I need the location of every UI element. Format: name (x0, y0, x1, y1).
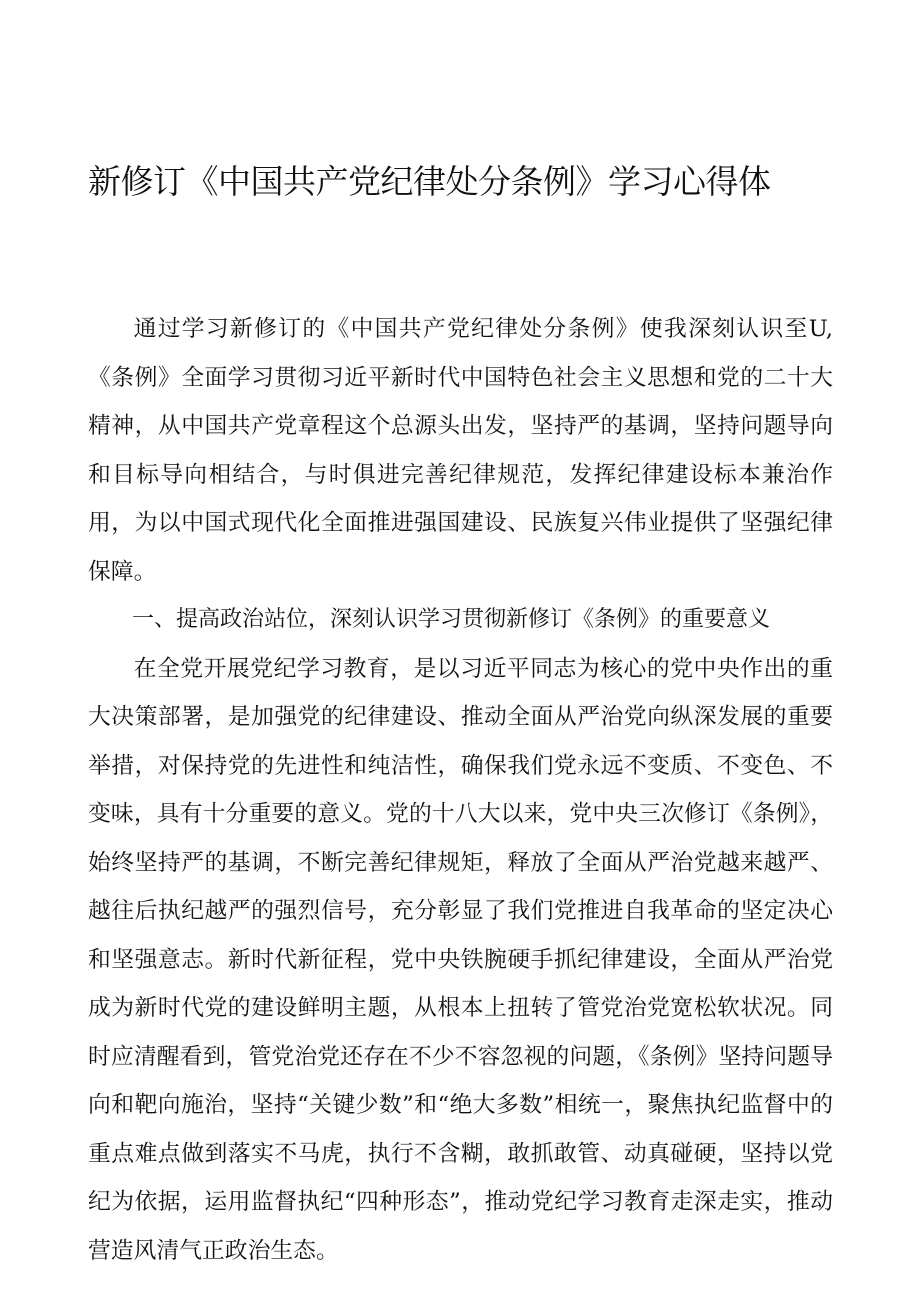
section-paragraph: 在全党开展党纪学习教育，是以习近平同志为核心的党中央作出的重大决策部署，是加强党的纪律建设、推动全面从严治党向纵深发展的重要举措，对保持党的先进性和纯洁性，确保我们党永远不变质、不变色、不变味，具有十分重要的意义。党的十八大以来，党中央三次修订《条例》，始终坚持严的基调，不断完善纪律规矩，释放了全面从严治党越来越严、越往后执纪越严的强烈信号，充分彰显了我们党推进自我革命的坚定决心和坚强意志。新时代新征程，党中央铁腕硬手抓纪律建设，全面从严治党成为新时代党的建设鲜明主题，从根本上扭转了管党治党宽松软状况。同时应清醒看到，管党治党还存在不少不容忽视的问题，《条例》坚持问题导向和靶向施治，坚持“关键少数”和“绝大多数”相统一，聚焦执纪监督中的重点难点做到落实不马虎，执行不含糊，敢抓敢管、动真碰硬，坚持以党纪为依据，运用监督执纪“四种形态”，推动党纪学习教育走深走实，推动营造风清气正政治生态。 (88, 655, 833, 1264)
intro-paragraph: 通过学习新修订的《中国共产党纪律处分条例》使我深刻认识至U,《条例》全面学习贯彻习近平新时代中国特色社会主义思想和党的二十大精神，从中国共产党章程这个总源头出发，坚持严的基调，坚持问题导向和目标导向相结合，与时俱进完善纪律规范，发挥纪律建设标本兼治作用，为以中国式现代化全面推进强国建设、民族复兴伟业提供了坚强纪律保障。 (88, 316, 833, 585)
document-title: 新修订《中国共产党纪律处分条例》学习心得体 (88, 162, 771, 201)
document-body (88, 305, 833, 1275)
section-heading: 一、提高政治站位，深刻认识学习贯彻新修订《条例》的重要意义 (132, 607, 771, 632)
